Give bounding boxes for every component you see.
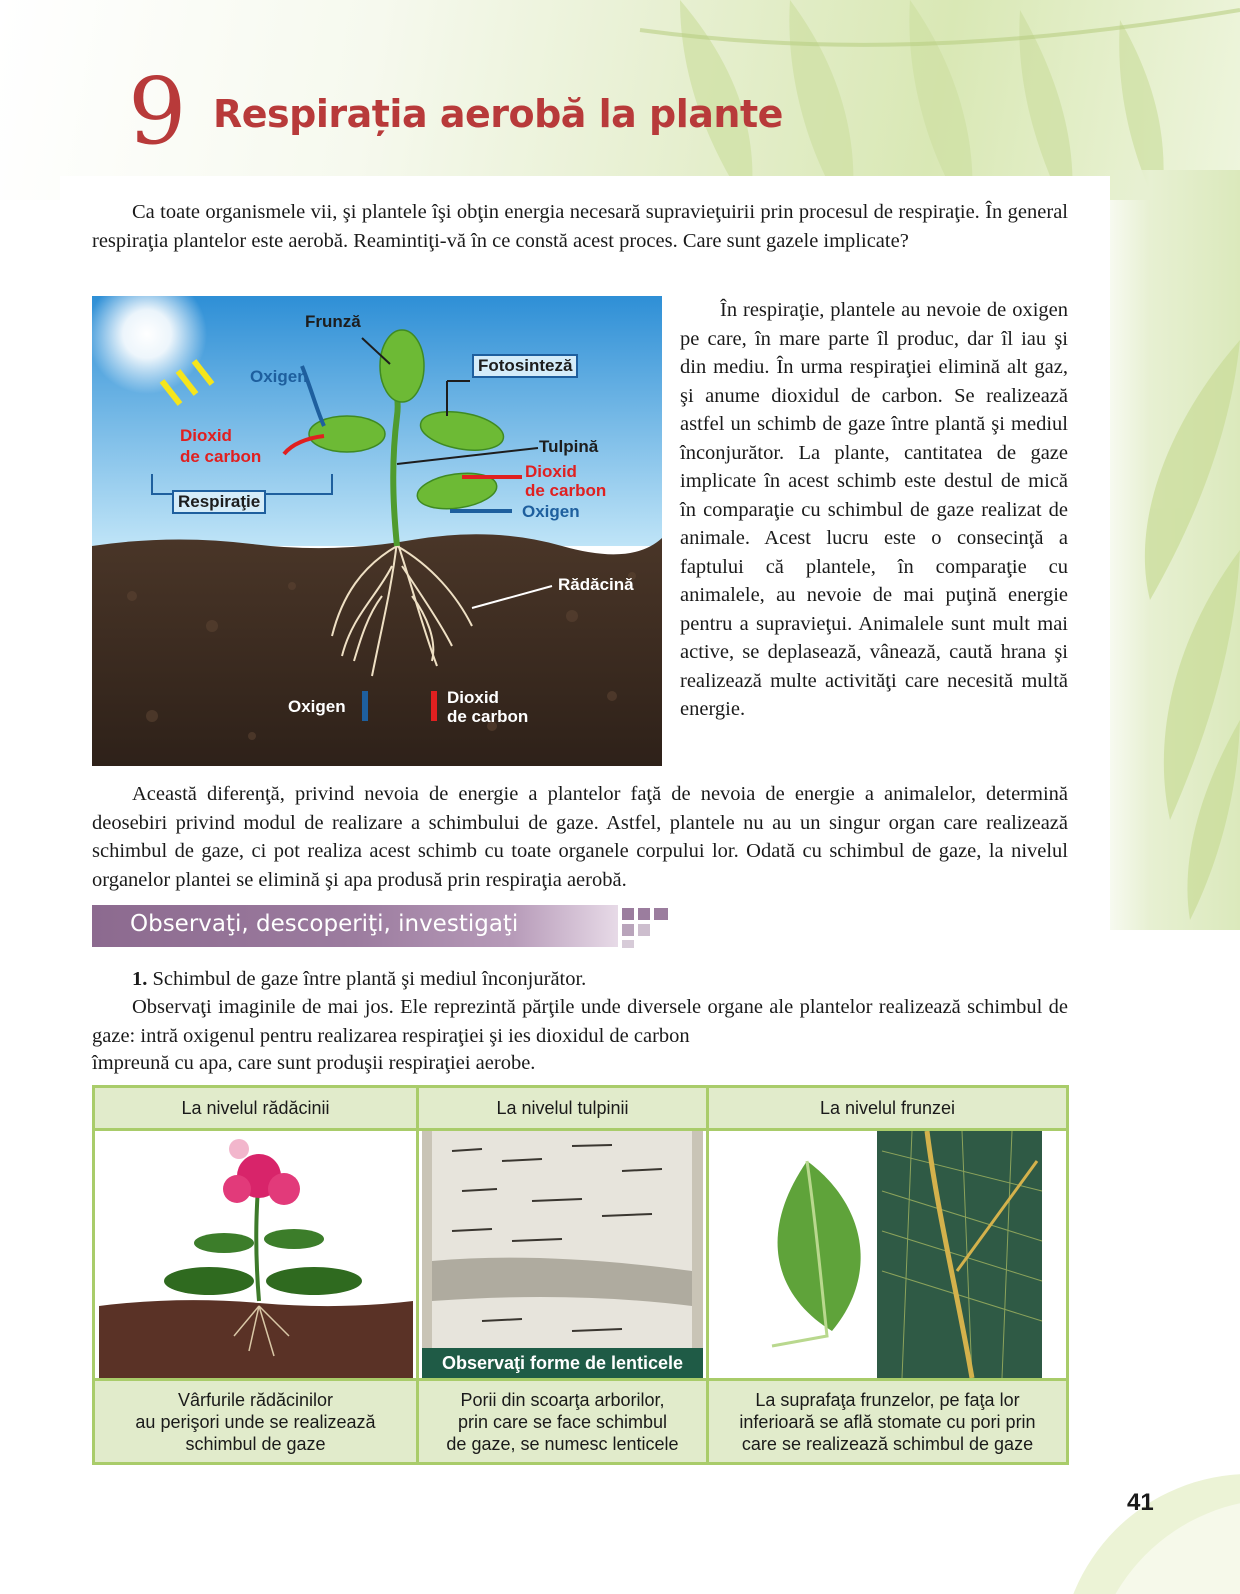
label-photosynthesis: Fotosinteză [472, 354, 578, 378]
birch-bark-photo [422, 1131, 703, 1378]
label-co2-left-2: de carbon [180, 447, 262, 466]
label-oxygen-soil: Oxigen [288, 697, 346, 716]
intro-paragraph: Ca toate organismele vii, şi plantele îşi obţin energia necesară supravieţuirii prin procesul de respiraţie. În general respiraţia plantelor este aerobă. Reamintiţi-vă în ce constă acest proces. Care sunt gazele implicate? [92, 201, 1068, 252]
plant-respiration-diagram [92, 296, 662, 766]
header-leaf: La nivelul frunzei [709, 1088, 1066, 1128]
footer-stem: Porii din scoarţa arborilor, prin care se face schimbul de gaze, se numesc lenticele [419, 1381, 706, 1462]
chapter-title: Respirația aerobă la plante [213, 92, 783, 136]
label-root: Rădăcină [558, 575, 634, 594]
label-co2-right-1: Dioxid [525, 462, 577, 481]
label-stem: Tulpină [539, 437, 599, 456]
label-co2-soil-2: de carbon [447, 707, 529, 726]
activity-instructions-end: împreună cu apa, care sunt produşii respiraţiei aerobe. [92, 1052, 536, 1074]
page-number: 41 [1127, 1489, 1154, 1516]
label-respiration: Respiraţie [172, 490, 266, 514]
activity-heading [92, 965, 1068, 994]
footer-root: Vârfurile rădăcinilor au perişori unde se realizează schimbul de gaze [95, 1381, 416, 1462]
side-paragraph: În respiraţie, plantele au nevoie de oxigen pe care, în mare parte îl produc, dar îl iau şi din mediu. În urma respiraţiei elimină alt gaz, şi anume dioxidul de carbon. Se realizează astfel un schimb de gaze între plantă şi mediul înconjurător. La plante, cantitatea de gaze implicate în acest schimb este destul de mică în comparaţie cu schimbul de gaze realizat de animale. Acest lucru este o consecinţă a faptului că plantele, în comparaţie cu animalele, au nevoie de mai puţină energie pentru a supravieţui. Animalele sunt mult mai active, se deplasează, vânează, caută hrana şi realizează multe activităţi care necesită multă energie. [680, 299, 1068, 720]
chapter-number: 9 [128, 58, 187, 165]
side-leaves-decoration [1110, 300, 1240, 920]
leaf-photos [712, 1131, 1066, 1378]
label-co2-right-2: de carbon [525, 481, 607, 500]
label-oxygen-right: Oxigen [522, 502, 580, 521]
header-stem: La nivelul tulpinii [419, 1088, 706, 1128]
root-photo [99, 1131, 413, 1378]
section-header [92, 905, 618, 947]
stem-photo-caption: Observaţi forme de lenticele [422, 1348, 703, 1378]
activity-number: 1. [132, 968, 148, 990]
activity-instructions: Observaţi imaginile de mai jos. Ele reprezintă părţile unde diversele organe ale plantelor realizează schimbul de gaze: intră oxigenul pentru realizarea respiraţiei şi ies dioxidul de carbon [92, 996, 1068, 1047]
label-oxygen-top: Oxigen [250, 367, 308, 386]
label-co2-soil-1: Dioxid [447, 688, 499, 707]
header-root: La nivelul rădăcinii [95, 1088, 416, 1128]
corner-decoration [1040, 1454, 1240, 1594]
label-co2-left-1: Dioxid [180, 426, 232, 445]
difference-paragraph: Această diferenţă, privind nevoia de energie a plantelor faţă de nevoia de energie a animalelor, determină deosebiri privind modul de realizare a schimbului de gaze. Astfel, plantele nu au un singur organ care realizează schimbul de gaze, ci pot realiza acest schimb cu toate organele corpului lor. Odată cu schimbul de gaze, la nivelul organelor plantei se elimină şi apa produsă prin respiraţia aerobă. [92, 783, 1068, 891]
footer-leaf: La suprafaţa frunzelor, pe faţa lor inferioară se află stomate cu pori prin care se realizează schimbul de gaze [709, 1381, 1066, 1462]
activity-title: Schimbul de gaze între plantă şi mediul înconjurător. [152, 968, 587, 990]
section-title: Observaţi, descoperiţi, investigaţi [130, 911, 519, 937]
gas-exchange-table [92, 1085, 1069, 1465]
label-leaf: Frunză [305, 312, 361, 331]
